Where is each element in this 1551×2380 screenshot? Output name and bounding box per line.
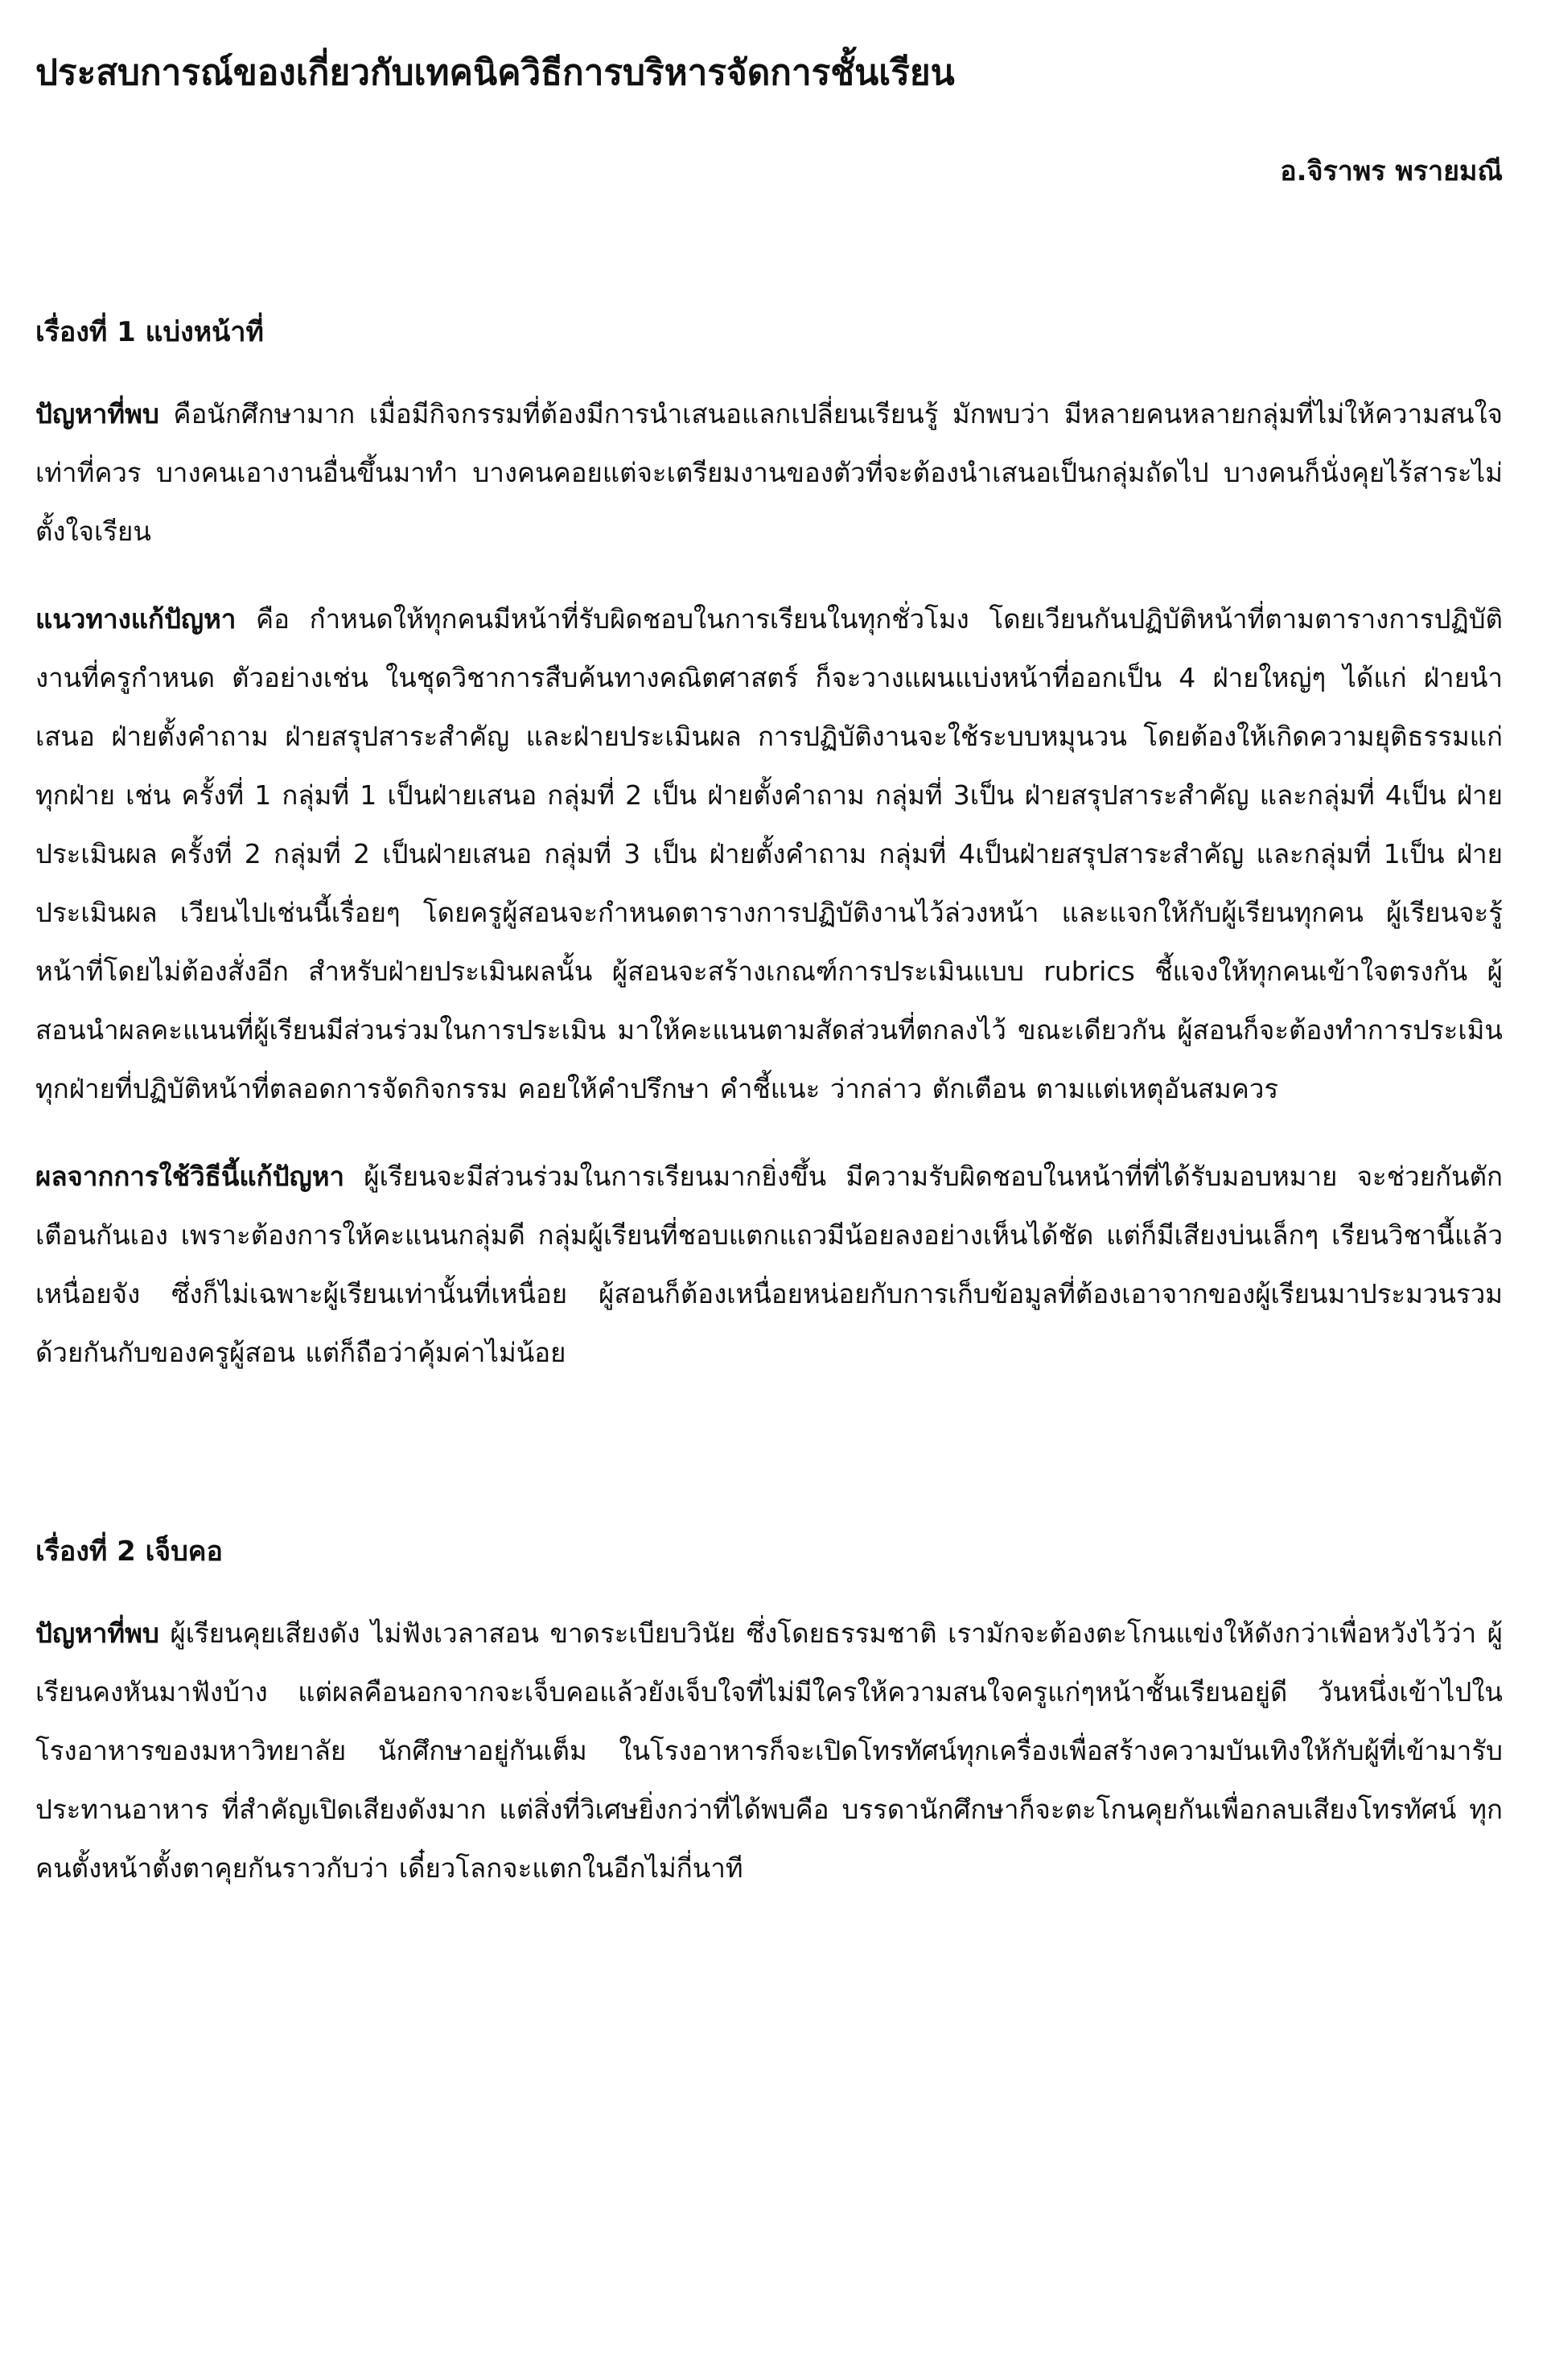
story-1-heading: เรื่องที่ 1 แบ่งหน้าที่ [35, 316, 264, 348]
problem-text: ผู้เรียนคุยเสียงดัง ไม่ฟังเวลาสอน ขาดระเบียบวินัย ซึ่งโดยธรรมชาติ เรามักจะต้องตะโกนแข่งให้ดังกว่าเพื่อหวังไว้ว่า ผู้เรียนคงหันมาฟังบ้าง แต่ผลคือนอกจากจะเจ็บคอแล้วยังเจ็บใจที่ไม่มีใครให้ความสนใจครูแก่ๆหน้าชั้นเรียนอยู่ดี วันหนึ่งเข้าไปในโรงอาหารของมหาวิทยาลัย นักศึกษาอยู่กันเต็ม ในโรงอาหารก็จะเปิดโทรทัศน์ทุกเครื่องเพื่อสร้างความบันเทิงให้กับผู้ที่เข้ามารับประทานอาหาร ที่สำคัญเปิดเสียงดังมาก แต่สิ่งที่วิเศษยิ่งกว่าที่ได้พบคือ บรรดานักศึกษาก็จะตะโกนคุยกันเพื่อกลบเสียงโทรทัศน์ ทุกคนตั้งหน้าตั้งตาคุยกันราวกับว่า เดี๋ยวโลกจะแตกในอีกไม่กี่นาที [35, 1617, 1503, 1884]
problem-label: ปัญหาที่พบ [35, 1617, 159, 1649]
result-text: ผู้เรียนจะมีส่วนร่วมในการเรียนมากยิ่งขึ้น มีความรับผิดชอบในหน้าที่ที่ได้รับมอบหมาย จะช่วยกันตักเตือนกันเอง เพราะต้องการให้คะแนนกลุ่มดี กลุ่มผู้เรียนที่ชอบแตกแถวมีน้อยลงอย่างเห็นได้ชัด แต่ก็มีเสียงบ่นเล็กๆ เรียนวิชานี้แล้วเหนื่อยจัง ซึ่งก็ไม่เฉพาะผู้เรียนเท่านั้นที่เหนื่อย ผู้สอนก็ต้องเหนื่อยหน่อยกับการเก็บข้อมูลที่ต้องเอาจากของผู้เรียนมาประมวนรวมด้วยกันกับของครูผู้สอน แต่ก็ถือว่าคุ้มค่าไม่น้อย [35, 1161, 1503, 1368]
problem-text: คือนักศึกษามาก เมื่อมีกิจกรรมที่ต้องมีการนำเสนอแลกเปลี่ยนเรียนรู้ มักพบว่า มีหลายคนหลายกลุ่มที่ไม่ให้ความสนใจเท่าที่ควร บางคนเอางานอื่นขึ้นมาทำ บางคนคอยแต่จะเตรียมงานของตัวที่จะต้องนำเสนอเป็นกลุ่มถัดไป บางคนก็นั่งคุยไร้สาระไม่ตั้งใจเรียน [35, 398, 1503, 547]
author-name: อ.จิราพร พรายมณี [1280, 155, 1503, 187]
story-1-section [35, 312, 1503, 1382]
story-2-problem-paragraph [35, 1604, 1503, 1897]
story-1-solution-paragraph [35, 590, 1503, 1118]
problem-label: ปัญหาที่พบ [35, 398, 159, 430]
document-title: ประสบการณ์ของเกี่ยวกับเทคนิควิธีการบริหารจัดการชั้นเรียน [35, 52, 955, 93]
solution-label: แนวทางแก้ปัญหา [35, 603, 237, 635]
story-1-result-paragraph [35, 1147, 1503, 1382]
story-1-problem-paragraph [35, 384, 1503, 561]
story-2-section [35, 1531, 1503, 1897]
story-2-heading: เรื่องที่ 2 เจ็บคอ [35, 1535, 223, 1568]
result-label: ผลจากการใช้วิธีนี้แก้ปัญหา [35, 1161, 344, 1192]
solution-text: คือ กำหนดให้ทุกคนมีหน้าที่รับผิดชอบในการเรียนในทุกชั่วโมง โดยเวียนกันปฏิบัติหน้าที่ตามตารางการปฏิบัติงานที่ครูกำหนด ตัวอย่างเช่น ในชุดวิชาการสืบค้นทางคณิตศาสตร์ ก็จะวางแผนแบ่งหน้าที่ออกเป็น 4 ฝ่ายใหญ่ๆ ได้แก่ ฝ่ายนำเสนอ ฝ่ายตั้งคำถาม ฝ่ายสรุปสาระสำคัญ และฝ่ายประเมินผล การปฏิบัติงานจะใช้ระบบหมุนวน โดยต้องให้เกิดความยุติธรรมแก่ทุกฝ่าย เช่น ครั้งที่ 1 กลุ่มที่ 1 เป็นฝ่ายเสนอ กลุ่มที่ 2 เป็น ฝ่ายตั้งคำถาม กลุ่มที่ 3เป็น ฝ่ายสรุปสาระสำคัญ และกลุ่มที่ 4เป็น ฝ่ายประเมินผล ครั้งที่ 2 กลุ่มที่ 2 เป็นฝ่ายเสนอ กลุ่มที่ 3 เป็น ฝ่ายตั้งคำถาม กลุ่มที่ 4เป็นฝ่ายสรุปสาระสำคัญ และกลุ่มที่ 1เป็น ฝ่ายประเมินผล เวียนไปเช่นนี้เรื่อยๆ โดยครูผู้สอนจะกำหนดตารางการปฏิบัติงานไว้ล่วงหน้า และแจกให้กับผู้เรียนทุกคน ผู้เรียนจะรู้หน้าที่โดยไม่ต้องสั่งอีก สำหรับฝ่ายประเมินผลนั้น ผู้สอนจะสร้างเกณฑ์การประเมินแบบ rubrics ชี้แจงให้ทุกคนเข้าใจตรงกัน ผู้สอนนำผลคะแนนที่ผู้เรียนมีส่วนร่วมในการประเมิน มาให้คะแนนตามสัดส่วนที่ตกลงไว้ ขณะเดียวกัน ผู้สอนก็จะต้องทำการประเมินทุกฝ่ายที่ปฏิบัติหน้าที่ตลอดการจัดกิจกรรม คอยให้คำปรึกษา คำชี้แนะ ว่ากล่าว ตักเตือน ตามแต่เหตุอันสมควร [35, 603, 1503, 1104]
